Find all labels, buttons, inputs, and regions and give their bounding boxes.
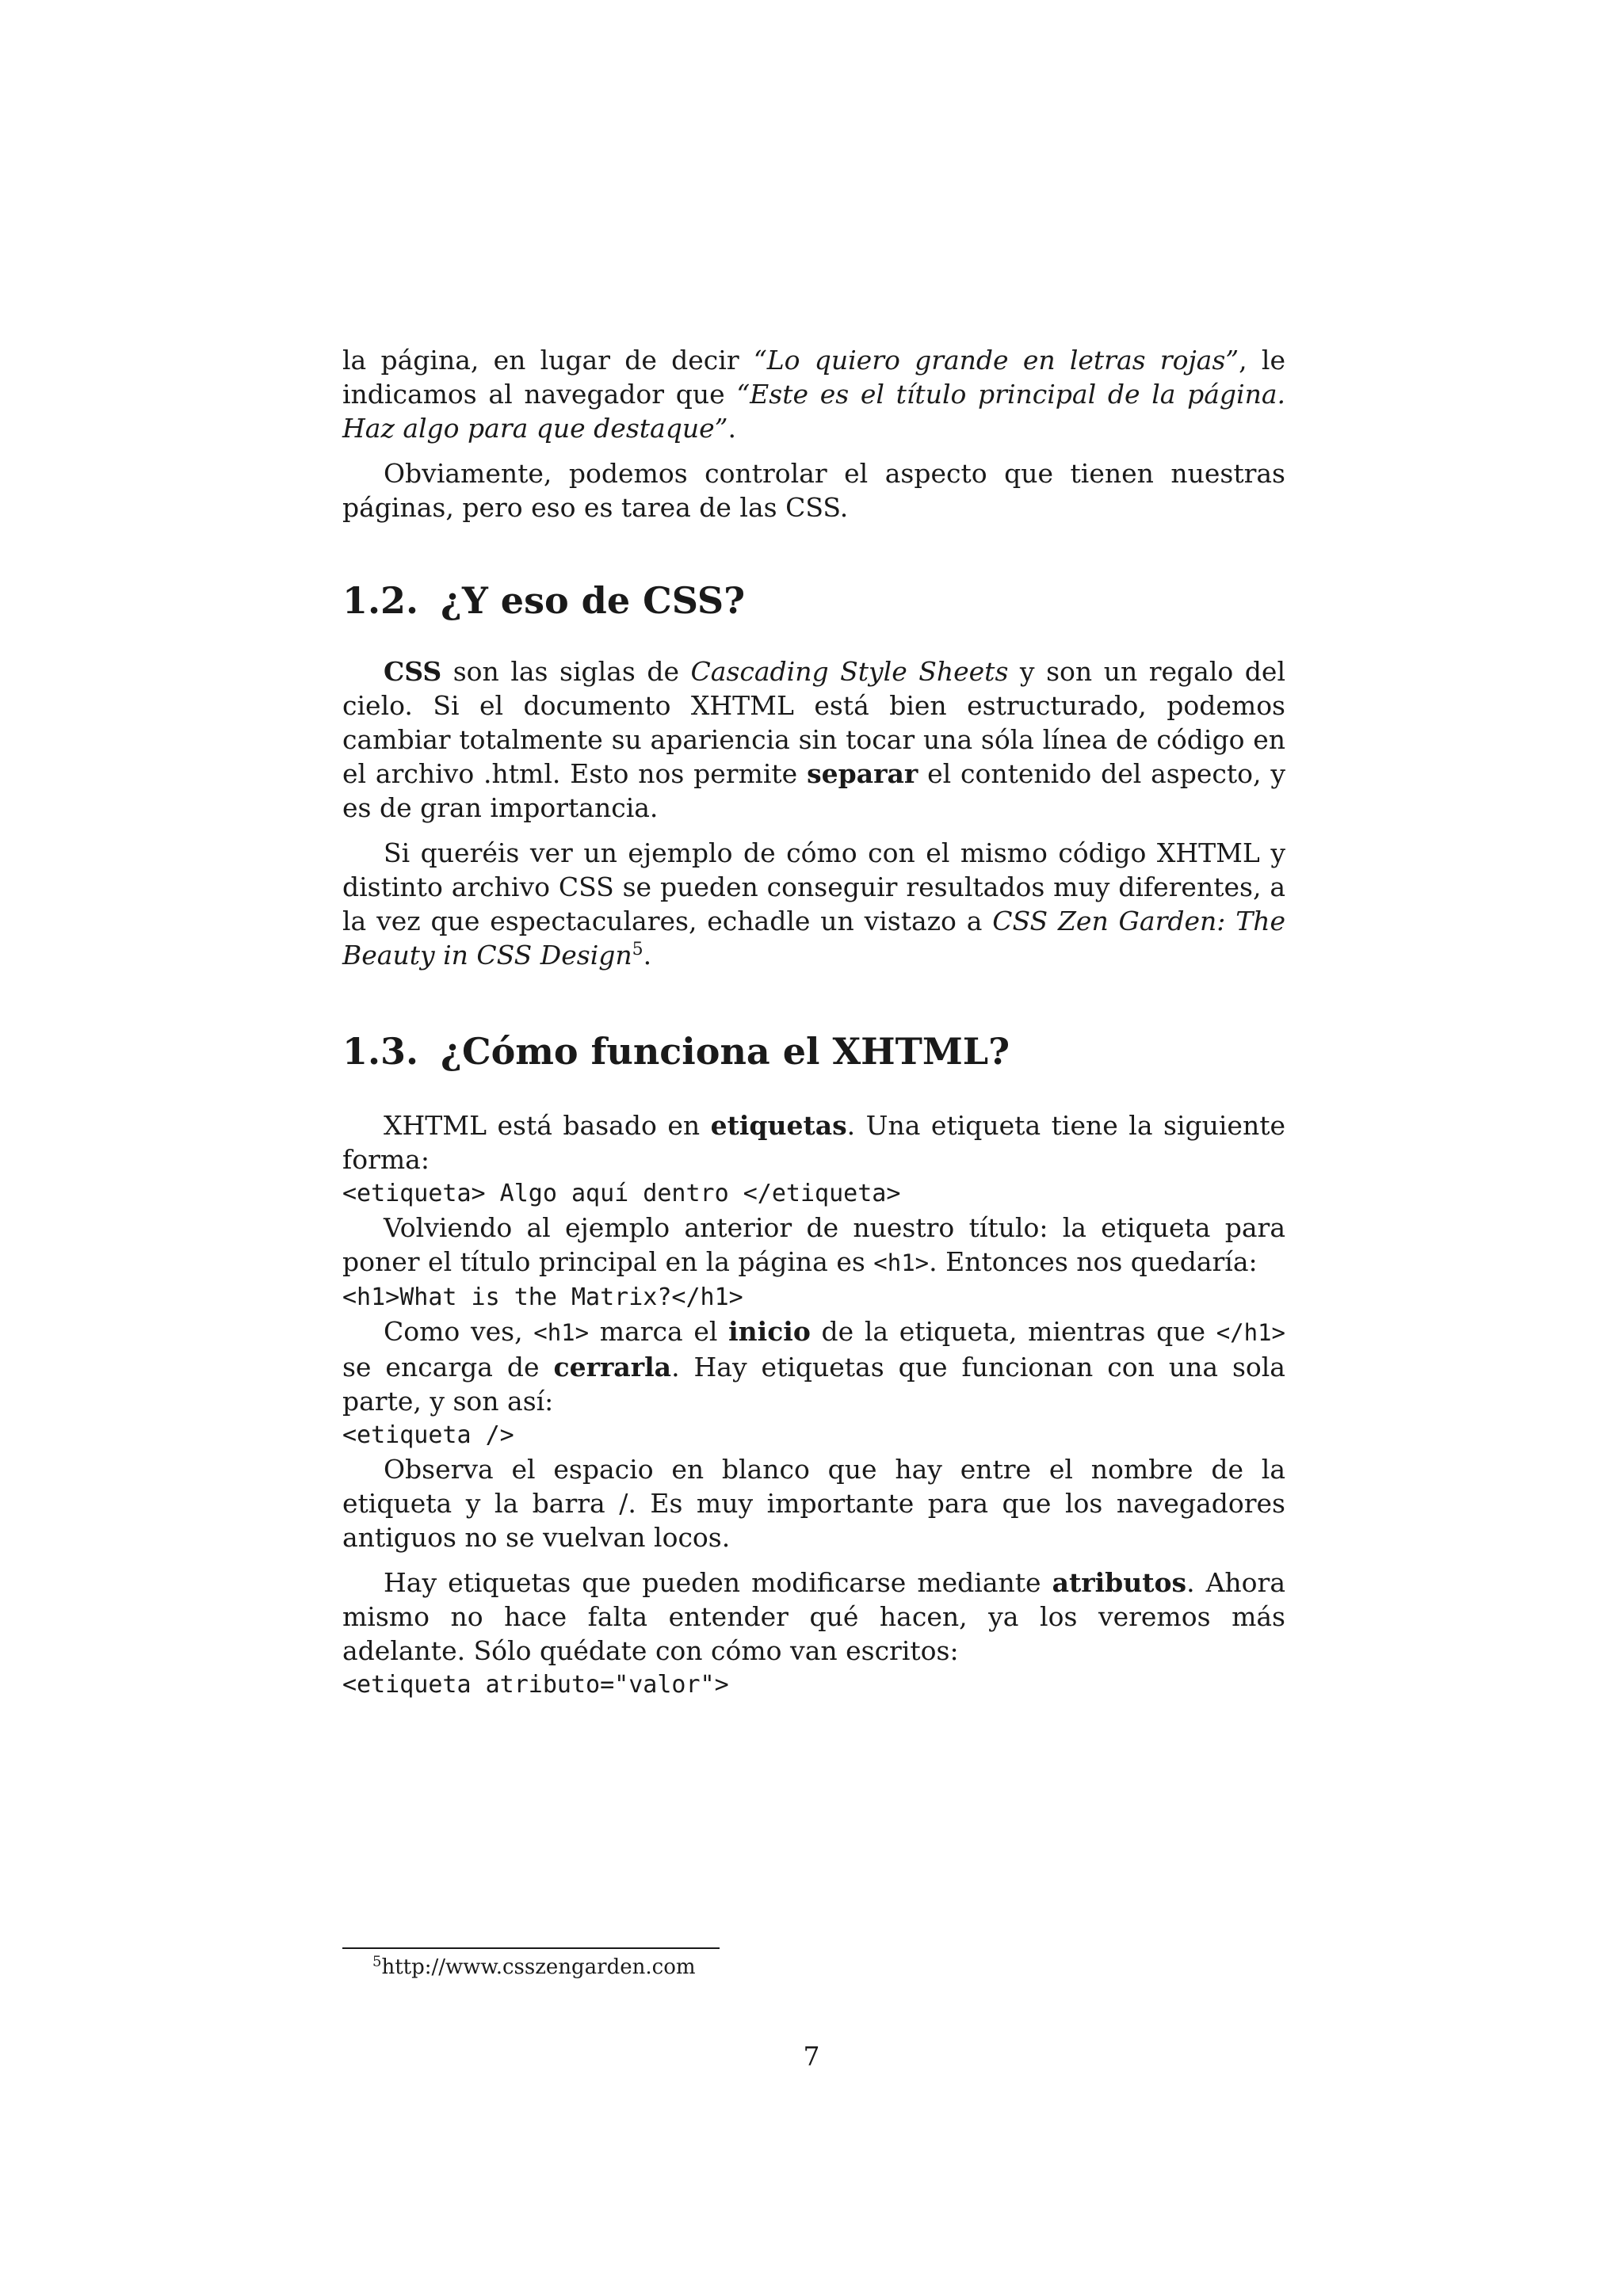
- footnote-marker[interactable]: 5: [632, 940, 643, 959]
- italic-title: CSS Zen Garden: The Beauty in CSS Design: [342, 906, 1285, 971]
- section-heading-1-2: [342, 578, 1285, 623]
- italic-quote: “Este es el título principal de la página. Haz algo para que destaque”: [342, 379, 1286, 444]
- xhtml-paragraph-4: Observa el espacio en blanco que hay entre el nombre de la etiqueta y la barra /. Es muy importante para que los navegadores antiguos no se vuelvan locos.: [342, 1454, 1285, 1553]
- bold-term: cerrarla: [553, 1352, 672, 1383]
- section-number: 1.3.: [342, 1030, 419, 1073]
- text-run: . Hay etiquetas que funcionan con una sola parte, y son así:: [342, 1352, 1285, 1417]
- text-run: de la etiqueta, mientras que: [810, 1316, 1216, 1347]
- text-run: son las siglas de: [441, 656, 691, 687]
- text-run: Si queréis ver un ejemplo de cómo con el mismo código XHTML y distinto archivo CSS se pueden conseguir resultados muy diferentes, a la vez que espectaculares, echadle un vistazo a: [342, 837, 1285, 936]
- text-run: se encarga de: [342, 1352, 554, 1383]
- text-run: Hay etiquetas que pueden modificarse mediante: [384, 1567, 1052, 1598]
- section-number: 1.2.: [342, 579, 419, 622]
- text-run: y son un regalo del cielo. Si el documento XHTML está bien estructurado, podemos cambiar totalmente su apariencia sin tocar una sóla línea de código en el archivo .html. Esto nos permite: [342, 656, 1285, 789]
- css-paragraph-2: [342, 836, 1285, 972]
- text-run: marca el: [589, 1316, 729, 1347]
- xhtml-paragraph-1: [342, 1108, 1285, 1177]
- text-run: XHTML está basado en: [384, 1110, 711, 1141]
- text-run: . Entonces nos quedaría:: [929, 1246, 1258, 1277]
- code-example-2: <h1>What is the Matrix?</h1>: [342, 1283, 743, 1311]
- code-example-3: <etiqueta />: [342, 1421, 514, 1449]
- xhtml-paragraph-3: [342, 1314, 1285, 1418]
- page-number: 7: [803, 2041, 820, 2072]
- bold-term: separar: [807, 758, 918, 789]
- text-run: .: [643, 940, 652, 971]
- footnote-rule: [342, 1947, 720, 1949]
- bold-term: atributos: [1052, 1567, 1187, 1598]
- text-run: , le indicamos al navegador que: [342, 345, 1285, 410]
- bold-term: inicio: [728, 1316, 811, 1347]
- section-title: ¿Y eso de CSS?: [441, 579, 746, 622]
- text-run: Volviendo al ejemplo anterior de nuestro título: la etiqueta para poner el título principal en la página es: [342, 1212, 1285, 1277]
- bold-term: etiquetas: [710, 1110, 847, 1141]
- intro-paragraph-1: [342, 343, 1285, 445]
- footnote-number: 5: [372, 1953, 382, 1970]
- xhtml-paragraph-2: [342, 1211, 1285, 1280]
- section-heading-1-3: [342, 1029, 1285, 1074]
- footnote-url[interactable]: http://www.csszengarden.com: [381, 1955, 696, 1979]
- code-example-4: <etiqueta atributo="valor">: [342, 1671, 729, 1699]
- italic-quote: “Lo quiero grande en letras rojas”: [753, 345, 1239, 376]
- inline-code: </h1>: [1216, 1319, 1285, 1346]
- text-run: . Una etiqueta tiene la siguiente forma:: [342, 1110, 1286, 1175]
- section-title: ¿Cómo funciona el XHTML?: [441, 1030, 1010, 1073]
- text-run: .: [727, 413, 736, 444]
- body-text: [342, 343, 1285, 1702]
- text-run: el contenido del aspecto, y es de gran importancia.: [342, 758, 1285, 823]
- text-run: . Ahora mismo no hace falta entender qué hacen, ya los veremos más adelante. Sólo quédate con cómo van escritos:: [342, 1567, 1285, 1666]
- text-run: la página, en lugar de decir: [342, 345, 754, 376]
- italic-term: Cascading Style Sheets: [690, 656, 1009, 687]
- intro-paragraph-2: Obviamente, podemos controlar el aspecto que tienen nuestras páginas, pero eso es tarea de las CSS.: [342, 458, 1285, 523]
- code-example-1: <etiqueta> Algo aquí dentro </etiqueta>: [342, 1180, 901, 1207]
- css-paragraph-1: [342, 654, 1285, 825]
- inline-code: <h1>: [533, 1319, 590, 1346]
- bold-term: CSS: [384, 656, 442, 687]
- footnote: [372, 1954, 696, 1981]
- xhtml-paragraph-5: [342, 1566, 1285, 1668]
- inline-code: <h1>: [873, 1249, 930, 1276]
- text-run: Como ves,: [384, 1316, 534, 1347]
